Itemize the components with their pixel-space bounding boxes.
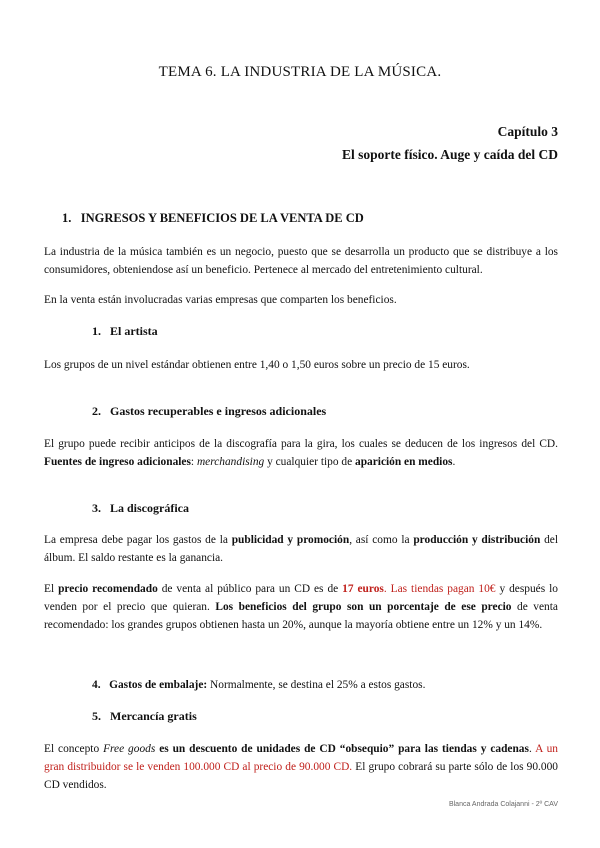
item-title: La discográfica [110, 501, 189, 515]
item-paragraph-discografica-1: La empresa debe pagar los gastos de la publicidad y promoción, así como la producción y distribución del álbum. El saldo restante es la ganancia. [44, 534, 558, 564]
bold-term: es un descuento de unidades de CD “obsequio” para las tiendas y cadenas [155, 743, 529, 755]
item-number: 1. [92, 324, 101, 338]
item-paragraph-artista: Los grupos de un nivel estándar obtienen entre 1,40 o 1,50 euros sobre un precio de 15 euros. [44, 359, 470, 371]
item-title: Gastos de embalaje: [109, 679, 208, 691]
highlighted-text: A un gran distribuidor se le venden 100.000 CD al precio de 90.000 CD. [44, 743, 558, 773]
item-paragraph-gastos: El grupo puede recibir anticipos de la discografía para la gira, los cuales se deducen de los ingresos del CD. Fuentes de ingreso adicionales: merchandising y cualquier tipo de aparición en medios. [44, 438, 558, 468]
item-number: 4. [92, 679, 101, 691]
item-title: Gastos recuperables e ingresos adicionales [110, 404, 327, 418]
item-heading-discografica [92, 501, 189, 516]
chapter-subtitle: El soporte físico. Auge y caída del CD [342, 147, 558, 162]
intro-paragraph-1: La industria de la música también es un negocio, puesto que se desarrolla un producto que se distribuye a los consumidores, obteniendose así un beneficio. Pertenece al mercado del entretenimiento cultural. [44, 246, 558, 276]
bold-term: precio recomendado [58, 583, 158, 595]
item-number: 3. [92, 501, 101, 515]
item-heading-gastos [92, 404, 326, 419]
item-title: El artista [110, 324, 158, 338]
intro-paragraph-2: En la venta están involucradas varias empresas que comparten los beneficios. [44, 294, 397, 306]
item-number: 2. [92, 404, 101, 418]
bold-term: producción y distribución [413, 534, 541, 546]
item-paragraph-discografica-2: El precio recomendado de venta al público para un CD es de 17 euros. Las tiendas pagan 10€ y después lo venden por el precio que quieran. Los beneficios del grupo son un porcentaje de ese precio de venta recomendado: los grandes grupos obtienen hasta un 20%, aunque la mayoría obtiene entre un 12% y un 14%. [44, 583, 558, 631]
item-gastos-embalaje: 4. Gastos de embalaje: Normalmente, se destina el 25% a estos gastos. [92, 679, 426, 691]
item-heading-artista [92, 324, 158, 339]
highlighted-price: 17 euros [342, 583, 384, 595]
item-paragraph-mercancia: El concepto Free goods es un descuento de unidades de CD “obsequio” para las tiendas y cadenas. A un gran distribuidor se le venden 100.000 CD al precio de 90.000 CD. El grupo cobrará su parte sólo de los 90.000 CD vendidos. [44, 743, 558, 791]
highlighted-text: . Las tiendas pagan 10€ [383, 583, 496, 595]
bold-term: publicidad y promoción [231, 534, 350, 546]
section-number: 1. [62, 211, 72, 225]
item-number: 5. [92, 709, 101, 723]
section-title: INGRESOS Y BENEFICIOS DE LA VENTA DE CD [80, 211, 364, 225]
section-heading [62, 211, 364, 226]
italic-term: Free goods [103, 743, 156, 755]
bold-term: Los beneficios del grupo son un porcentaje de ese precio [215, 601, 512, 613]
bold-term: Fuentes de ingreso adicionales [44, 456, 191, 468]
chapter-label: Capítulo 3 [497, 124, 558, 139]
italic-term: merchandising [196, 456, 265, 468]
bold-term: aparición en medios [355, 456, 453, 468]
item-title: Mercancía gratis [110, 709, 197, 723]
document-title: TEMA 6. LA INDUSTRIA DE LA MÚSICA. [158, 64, 442, 80]
item-heading-mercancia [92, 709, 197, 724]
page-footer: Blanca Andrada Colajanni - 2º CAV [448, 801, 558, 808]
